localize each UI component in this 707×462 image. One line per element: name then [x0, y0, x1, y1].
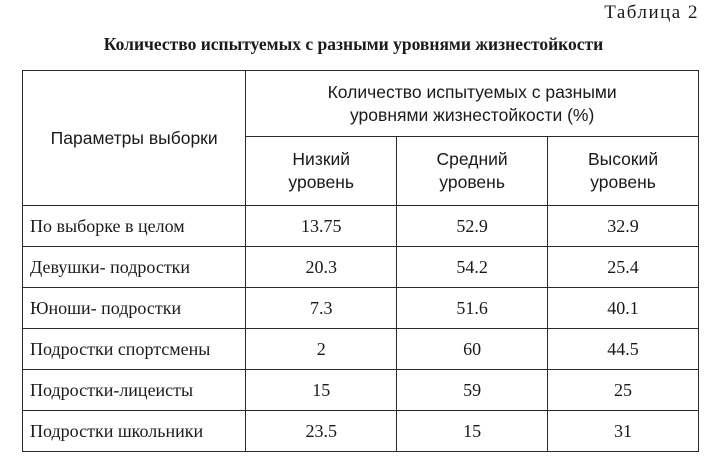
table-number-label: Таблица 2 [604, 2, 699, 23]
mid-value: 54.2 [397, 247, 548, 288]
group-header [246, 71, 699, 137]
hardiness-table [22, 70, 699, 452]
mid-value: 51.6 [397, 288, 548, 329]
high-level-header [548, 137, 699, 206]
mid-level-header-line2: уровень [439, 172, 505, 192]
mid-level-header [397, 137, 548, 206]
high-value: 25.4 [548, 247, 699, 288]
table-row [23, 411, 699, 452]
low-value: 20.3 [246, 247, 397, 288]
table-row [23, 247, 699, 288]
table-row [23, 206, 699, 247]
table-row [23, 370, 699, 411]
mid-value: 59 [397, 370, 548, 411]
table-row [23, 288, 699, 329]
low-value: 2 [246, 329, 397, 370]
high-value: 44.5 [548, 329, 699, 370]
table-caption: Количество испытуемых с разными уровнями жизнестойкости [103, 34, 604, 54]
row-label: По выборке в целом [23, 206, 246, 247]
high-value: 40.1 [548, 288, 699, 329]
low-level-header-line1: Низкий [292, 149, 351, 169]
row-label: Юноши- подростки [23, 288, 246, 329]
low-level-header [246, 137, 397, 206]
low-level-header-line2: уровень [288, 172, 355, 192]
high-value: 31 [548, 411, 699, 452]
low-value: 23.5 [246, 411, 397, 452]
row-label: Девушки- подростки [23, 247, 246, 288]
table-row [23, 329, 699, 370]
mid-level-header-line1: Средний [436, 149, 508, 169]
row-label: Подростки спортсмены [23, 329, 246, 370]
params-header: Параметры выборки [23, 71, 246, 206]
row-label: Подростки-лицеисты [23, 370, 246, 411]
high-level-header-line1: Высокий [587, 149, 659, 169]
high-value: 32.9 [548, 206, 699, 247]
mid-value: 60 [397, 329, 548, 370]
high-level-header-line2: уровень [590, 172, 656, 192]
low-value: 7.3 [246, 288, 397, 329]
high-value: 25 [548, 370, 699, 411]
group-header-line2: уровнями жизнестойкости (%) [350, 104, 595, 125]
group-header-line1: Количество испытуемых с разными [327, 81, 617, 102]
mid-value: 52.9 [397, 206, 548, 247]
row-label: Подростки школьники [23, 411, 246, 452]
low-value: 13.75 [246, 206, 397, 247]
mid-value: 15 [397, 411, 548, 452]
low-value: 15 [246, 370, 397, 411]
